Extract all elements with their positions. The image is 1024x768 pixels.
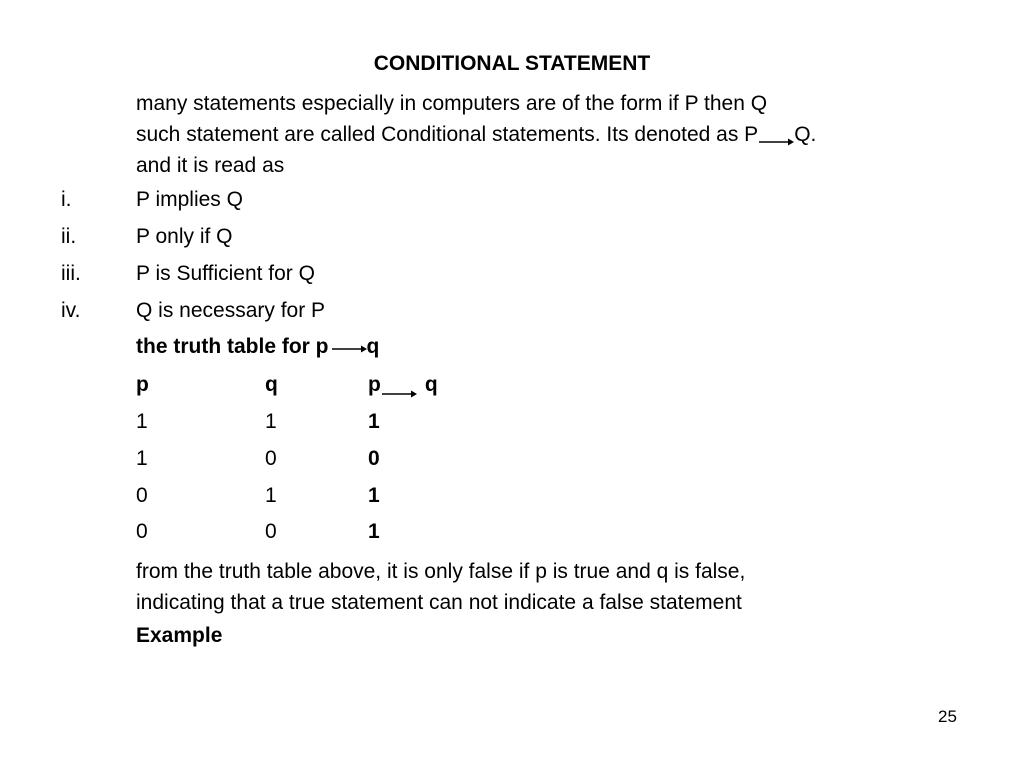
intro-line-3: and it is read as bbox=[136, 154, 285, 177]
intro-line-2-start: such statement are called Conditional statements. Its denoted as P bbox=[136, 123, 759, 146]
cell-q: 0 bbox=[265, 520, 277, 543]
page-number: 25 bbox=[938, 707, 957, 726]
header-q: q bbox=[265, 373, 278, 396]
reading-text: P implies Q bbox=[136, 188, 243, 211]
cell-p: 1 bbox=[136, 447, 148, 470]
header-result-start: p bbox=[368, 373, 381, 396]
intro-line-2-end: Q. bbox=[794, 123, 817, 146]
reading-marker: ii. bbox=[61, 225, 77, 248]
conclusion-line-1: from the truth table above, it is only false if p is true and q is false, bbox=[136, 560, 746, 583]
reading-marker: iv. bbox=[61, 299, 81, 322]
cell-result: 1 bbox=[368, 410, 380, 433]
slide-title: CONDITIONAL STATEMENT bbox=[373, 52, 651, 75]
example-label: Example bbox=[136, 624, 223, 647]
header-p: p bbox=[136, 373, 149, 396]
reading-text: P only if Q bbox=[136, 225, 233, 248]
cell-p: 1 bbox=[136, 410, 148, 433]
header-result bbox=[368, 372, 438, 398]
header-result-end: q bbox=[424, 373, 438, 396]
cell-q: 0 bbox=[265, 447, 277, 470]
implication-arrow-icon bbox=[758, 119, 794, 150]
truth-table-heading bbox=[136, 334, 379, 360]
conclusion-line-2: indicating that a true statement can not indicate a false statement bbox=[136, 591, 742, 614]
reading-marker: iii. bbox=[61, 262, 81, 285]
reading-text: Q is necessary for P bbox=[136, 299, 326, 322]
intro-paragraph bbox=[136, 88, 976, 181]
implication-arrow-icon bbox=[329, 334, 367, 360]
cell-result: 1 bbox=[368, 484, 380, 507]
cell-result: 0 bbox=[368, 447, 380, 470]
truth-table-heading-start: the truth table for p bbox=[136, 335, 329, 358]
cell-q: 1 bbox=[265, 484, 277, 507]
implication-arrow-icon bbox=[381, 372, 425, 398]
conclusion-paragraph bbox=[136, 556, 976, 618]
intro-line-2 bbox=[136, 119, 976, 150]
reading-marker: i. bbox=[61, 188, 72, 211]
intro-line-1: many statements especially in computers are of the form if P then Q bbox=[136, 92, 768, 115]
reading-text: P is Sufficient for Q bbox=[136, 262, 315, 285]
cell-q: 1 bbox=[265, 410, 277, 433]
truth-table-heading-end: q bbox=[366, 335, 380, 358]
cell-result: 1 bbox=[368, 520, 380, 543]
cell-p: 0 bbox=[136, 484, 148, 507]
cell-p: 0 bbox=[136, 520, 148, 543]
